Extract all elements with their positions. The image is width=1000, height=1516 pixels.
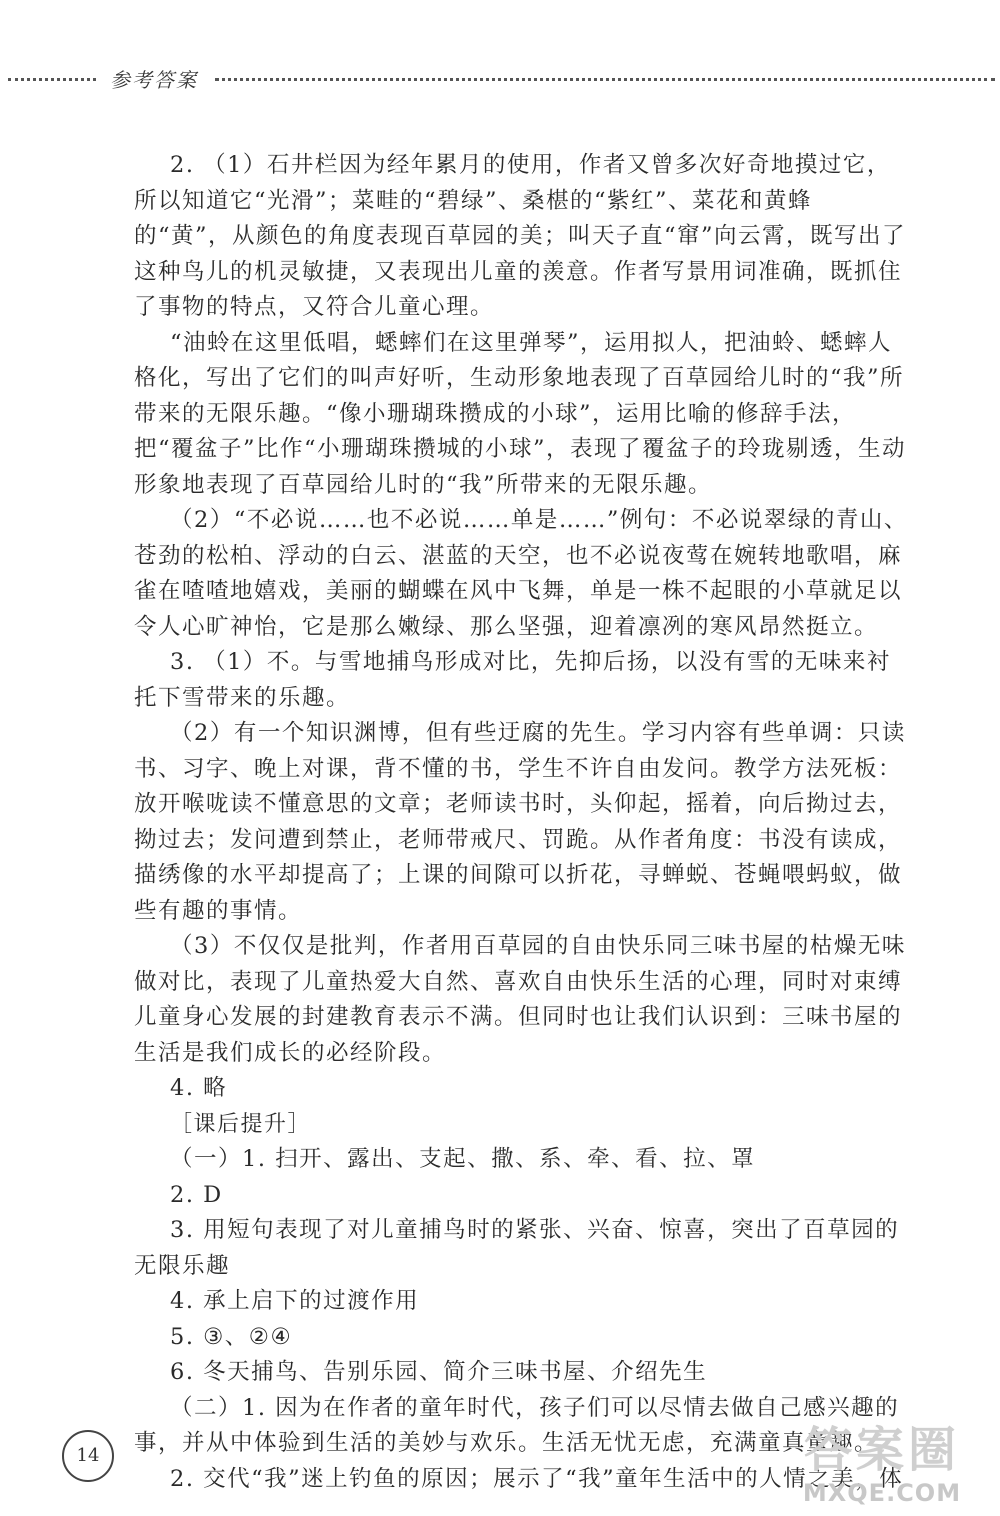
answer-paragraph: 4. 略	[170, 1075, 228, 1101]
watermark-text: 答案圈	[803, 1422, 960, 1478]
answer-paragraph: 6. 冬天捕鸟、告别乐园、简介三味书屋、介绍先生	[170, 1359, 708, 1385]
answer-paragraph: （二）1. 因为在作者的童年时代，孩子们可以尽情去做自己感兴趣的事，并从中体验到生活的美妙与欢乐。生活无忧无虑，充满童真童趣。	[134, 1394, 900, 1456]
section-heading: ［课后提升］	[170, 1111, 312, 1137]
answer-paragraph: 2. 交代“我”迷上钓鱼的原因；展示了“我”童年生活中的人情之美，体	[170, 1465, 904, 1492]
header-dotted-rule-right	[215, 78, 995, 81]
answer-paragraph: （2）“不必说……也不必说……单是……”例句：不必说翠绿的青山、苍劲的松柏、浮动的白云、湛蓝的天空，也不必说夜莺在婉转地歌唱，麻雀在喳喳地嬉戏，美丽的蝴蝶在风中飞舞，单是一株不起眼的小草就足以令人心旷神怡，它是那么嫩绿、那么坚强，迎着凛冽的寒风昂然挺立。	[134, 507, 908, 640]
answer-paragraph: （2）有一个知识渊博，但有些迂腐的先生。学习内容有些单调：只读书、习字、晚上对课，背不懂的书，学生不许自由发问。教学方法死板：放开喉咙读不懂意思的文章；老师读书时，头仰起，摇着，向后拗过去，拗过去；发问遭到禁止，老师带戒尺、罚跪。从作者角度：书没有读成，描绣像的水平却提高了；上课的间隙可以折花，寻蝉蜕、苍蝇喂蚂蚁，做些有趣的事情。	[134, 720, 906, 924]
answer-paragraph: 3. 用短句表现了对儿童捕鸟时的紧张、兴奋、惊喜，突出了百草园的无限乐趣	[134, 1217, 900, 1279]
answer-paragraph: （一）1. 扫开、露出、支起、撒、系、牵、看、拉、罩	[170, 1146, 756, 1172]
answer-paragraph: 3. （1）不。与雪地捕鸟形成对比，先抑后扬，以没有雪的无味来衬托下雪带来的乐趣。	[134, 649, 891, 711]
page-header	[0, 58, 1000, 94]
answer-paragraph: 5. ③、②④	[170, 1323, 293, 1350]
answer-paragraph: 2. （1）石井栏因为经年累月的使用，作者又曾多次好奇地摸过它，所以知道它“光滑”；菜畦的“碧绿”、桑椹的“紫红”、菜花和黄蜂的“黄”，从颜色的角度表现百草园的美；叫天子直“窜”向云霄，既写出了这种鸟儿的机灵敏捷，又表现出儿童的羡意。作者写景用词准确，既抓住了事物的特点，又符合儿童心理。	[134, 152, 907, 320]
header-title: 参考答案	[110, 68, 198, 92]
answer-paragraph: （3）不仅仅是批判，作者用百草园的自由快乐同三味书屋的枯燥无味做对比，表现了儿童热爱大自然、喜欢自由快乐生活的心理，同时对束缚儿童身心发展的封建教育表示不满。但同时也让我们认识到：三味书屋的生活是我们成长的必经阶段。	[134, 933, 906, 1066]
answer-paragraph: 2. D	[170, 1181, 223, 1208]
answer-paragraph: 4. 承上启下的过渡作用	[170, 1288, 420, 1314]
header-dotted-rule-left	[8, 78, 96, 81]
page-number-badge: 14	[62, 1430, 114, 1482]
answer-content	[134, 148, 909, 1497]
answer-paragraph: “油蛉在这里低唱，蟋蟀们在这里弹琴”，运用拟人，把油蛉、蟋蟀人格化，写出了它们的叫声好听，生动形象地表现了百草园给儿时的“我”所带来的无限乐趣。“像小珊瑚珠攒成的小球”，运用比喻的修辞手法，把“覆盆子”比作“小珊瑚珠攒城的小球”，表现了覆盆子的玲珑剔透，生动形象地表现了百草园给儿时的“我”所带来的无限乐趣。	[134, 329, 907, 498]
watermark-url: MXQE.COM	[802, 1479, 962, 1507]
watermark-logo	[770, 1420, 994, 1510]
